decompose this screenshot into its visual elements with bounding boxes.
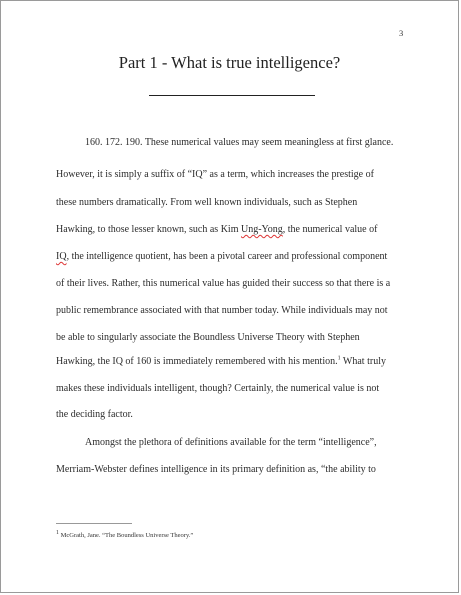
body-line-8: be able to singularly associate the Boundless Universe Theory with Stephen <box>56 332 360 343</box>
body-text: Hawking, the IQ of 160 is immediately remembered with his mention. <box>56 356 338 367</box>
body-line-7: public remembrance associated with that number today. While individuals may not <box>56 305 388 316</box>
footnote-separator <box>56 523 132 524</box>
body-text: , the intelligence quotient, has been a pivotal career and professional component <box>66 251 388 262</box>
body-line-5 <box>56 251 387 262</box>
body-line-2: However, it is simply a suffix of “IQ” as a term, which increases the prestige of <box>56 169 374 180</box>
body-text: What truly <box>340 356 386 367</box>
footnote <box>56 529 194 539</box>
body-line-4 <box>56 224 377 235</box>
footnote-text: McGrath, Jane. “The Boundless Universe Theory.” <box>60 532 194 539</box>
title-underline <box>149 95 315 96</box>
body-line-9 <box>56 356 386 367</box>
body-line-6: of their lives. Rather, this numerical value has guided their success so that there is a <box>56 278 391 289</box>
body-line-12: Amongst the plethora of definitions available for the term “intelligence”, <box>85 437 377 448</box>
misspelled-word[interactable]: Ung-Yong <box>240 224 283 235</box>
body-line-3: these numbers dramatically. From well known individuals, such as Stephen <box>56 197 358 208</box>
chapter-title: Part 1 - What is true intelligence? <box>118 53 341 72</box>
body-line-10: makes these individuals intelligent, though? Certainly, the numerical value is not <box>56 383 380 394</box>
body-text: Hawking, to those lesser known, such as Kim <box>56 224 241 235</box>
body-line-13: Merriam-Webster defines intelligence in its primary definition as, “the ability to <box>56 464 376 475</box>
misspelled-word[interactable]: IQ <box>56 251 67 262</box>
body-line-1: 160. 172. 190. These numerical values may seem meaningless at first glance. <box>85 137 394 148</box>
page-number: 3 <box>399 28 404 38</box>
footnote-reference[interactable]: 1 <box>337 355 341 362</box>
body-line-11: the deciding factor. <box>56 409 133 420</box>
footnote-marker: 1 <box>56 529 59 536</box>
body-text: , the numerical value of <box>282 224 378 235</box>
